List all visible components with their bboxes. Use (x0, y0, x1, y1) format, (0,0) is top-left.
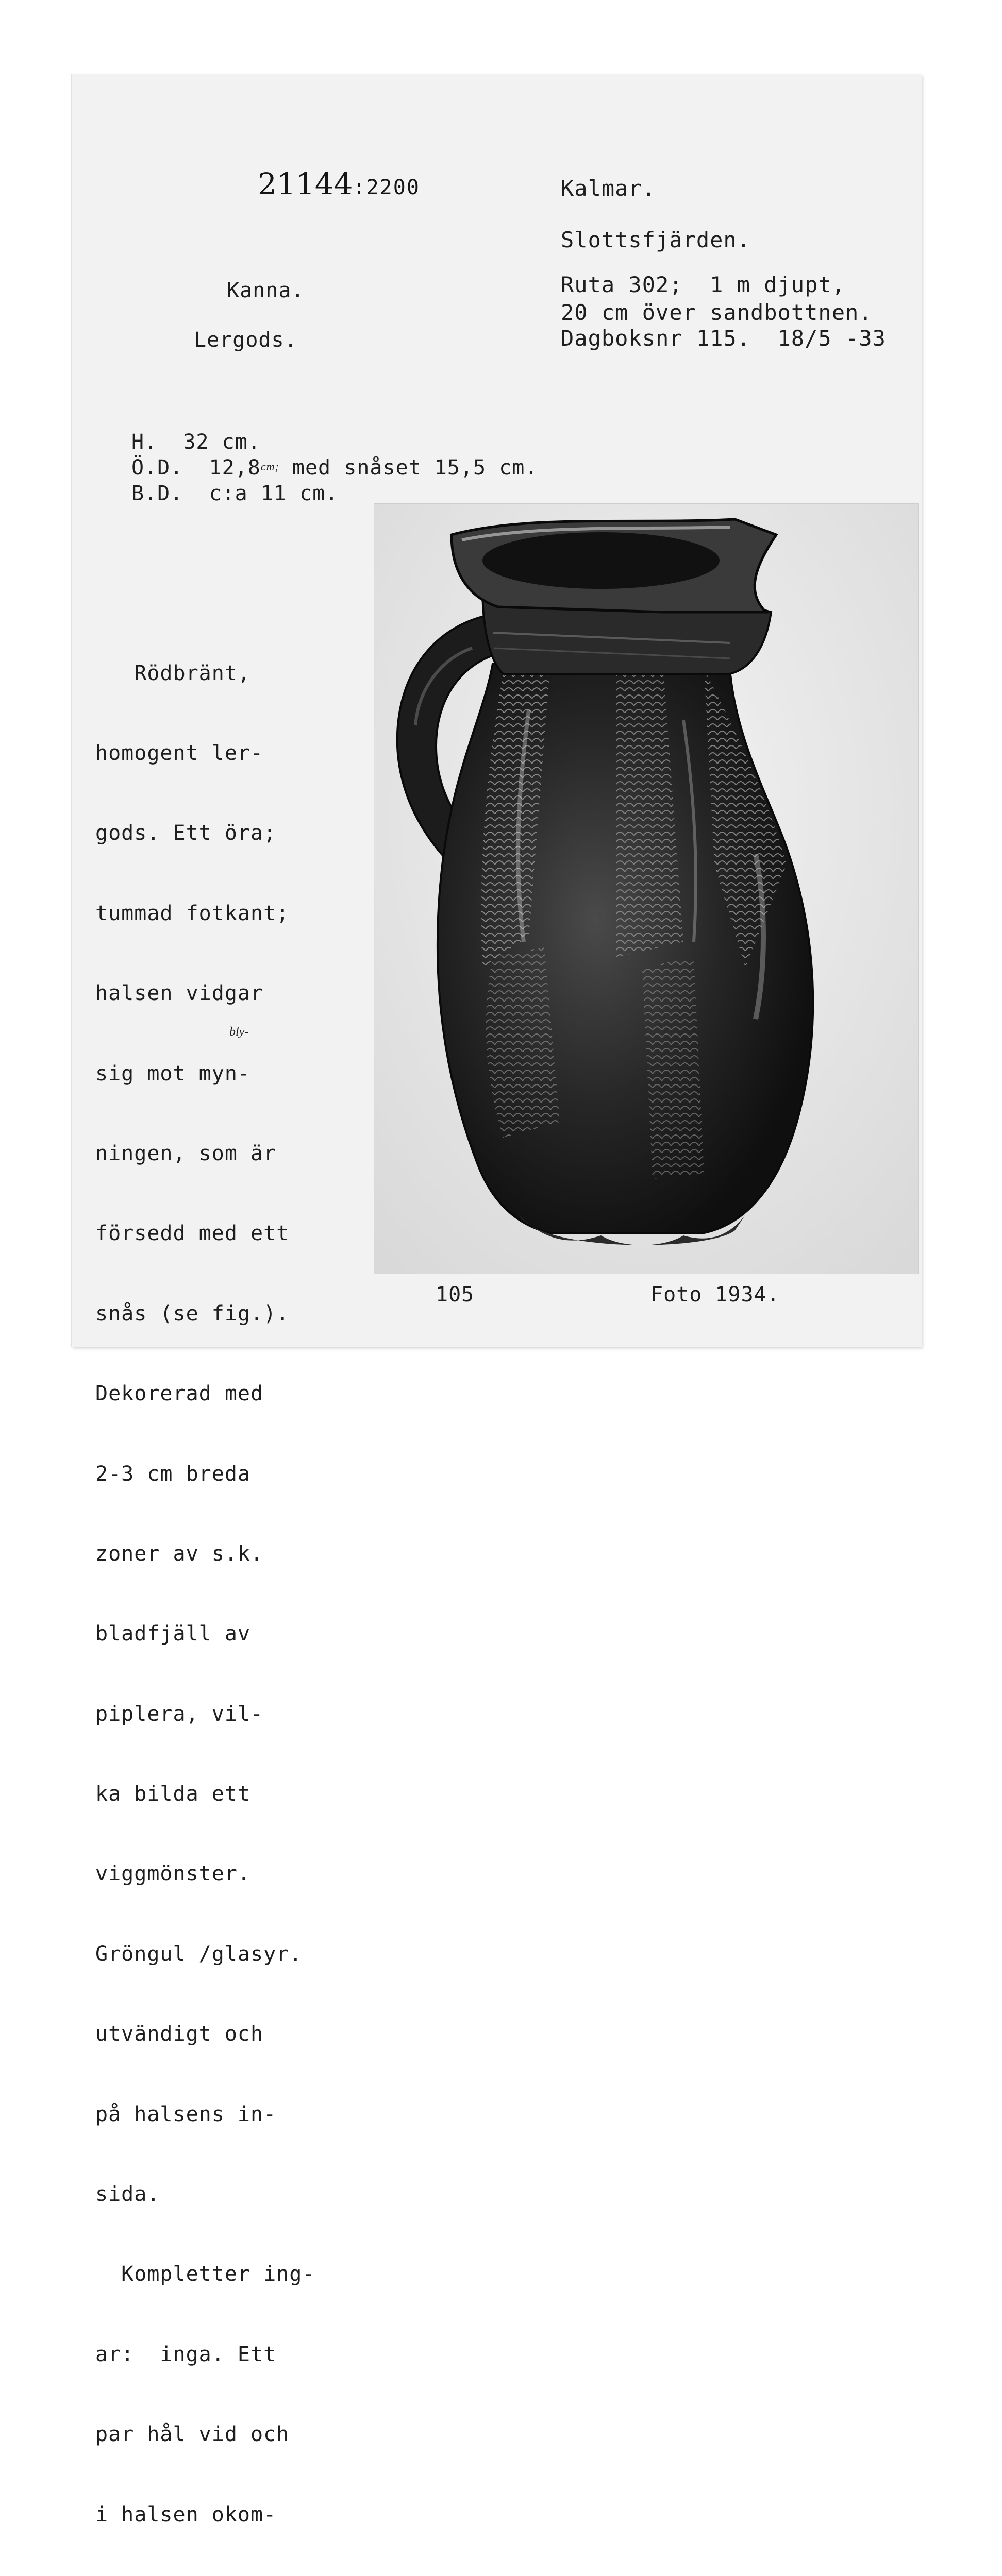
description-line: på halsens in- (95, 2102, 277, 2126)
description-line: zoner av s.k. (95, 1541, 264, 1566)
measure-base: B.D. c:a 11 cm. (131, 482, 339, 505)
place-site: Slottsfjärden. (561, 227, 751, 252)
description-line: homogent ler- (95, 741, 264, 765)
description-line: utvändigt och (95, 2022, 264, 2046)
catalog-number-main: 21144 (258, 166, 353, 201)
catalog-number (258, 166, 420, 201)
find-line-3: Dagboksnr 115. 18/5 -33 (561, 326, 886, 351)
place-city: Kalmar. (561, 176, 656, 201)
measure-height: H. 32 cm. (131, 430, 261, 454)
description-line: sig mot myn- (95, 1061, 250, 1086)
description-line: piplera, vil- (95, 1702, 264, 1726)
object-material: Lergods. (194, 328, 297, 352)
description-line: bladfjäll av (95, 1622, 250, 1646)
description-line: ningen, som är (95, 1141, 277, 1165)
find-line-1: Ruta 302; 1 m djupt, (561, 272, 846, 297)
object-type: Kanna. (227, 279, 305, 302)
find-line-2: 20 cm över sandbottnen. (561, 300, 873, 325)
description-line: Gröngul /glasyr. (95, 1942, 303, 1966)
jug-illustration (374, 504, 918, 1274)
description-line: försedd med ett (95, 1222, 290, 1246)
photo-credit: Foto 1934. (650, 1283, 780, 1307)
description-line: ka bilda ett (95, 1782, 250, 1806)
catalog-sub-number: :2200 (353, 176, 420, 199)
description-line: 2-3 cm breda (95, 1462, 250, 1486)
description-text (95, 607, 315, 2576)
description-line: Kompletter ing- (95, 2262, 315, 2286)
measure-opening (131, 457, 538, 478)
description-line: snås (se fig.). (95, 1301, 290, 1326)
description-line: viggmönster. (95, 1862, 250, 1886)
description-line: tummad fotkant; (95, 901, 290, 925)
description-line: Dekorerad med (95, 1382, 264, 1406)
measure-opening-rest: med snåset 15,5 cm. (279, 456, 538, 480)
measure-opening-note: cm; (260, 460, 279, 473)
page-number: 105 (436, 1283, 475, 1307)
handwritten-insert-note: bly- (229, 1025, 249, 1039)
measure-opening-label: Ö.D. 12,8 (131, 456, 261, 480)
description-line: gods. Ett öra; (95, 821, 277, 845)
description-line: halsen vidgar (95, 981, 264, 1006)
description-line: Rödbränt, (95, 661, 250, 685)
description-line: sida. (95, 2182, 160, 2207)
jug-photograph (374, 504, 918, 1274)
description-line: ar: inga. Ett (95, 2342, 277, 2366)
description-line: par hål vid och (95, 2422, 290, 2447)
description-line: i halsen okom- (95, 2502, 277, 2527)
